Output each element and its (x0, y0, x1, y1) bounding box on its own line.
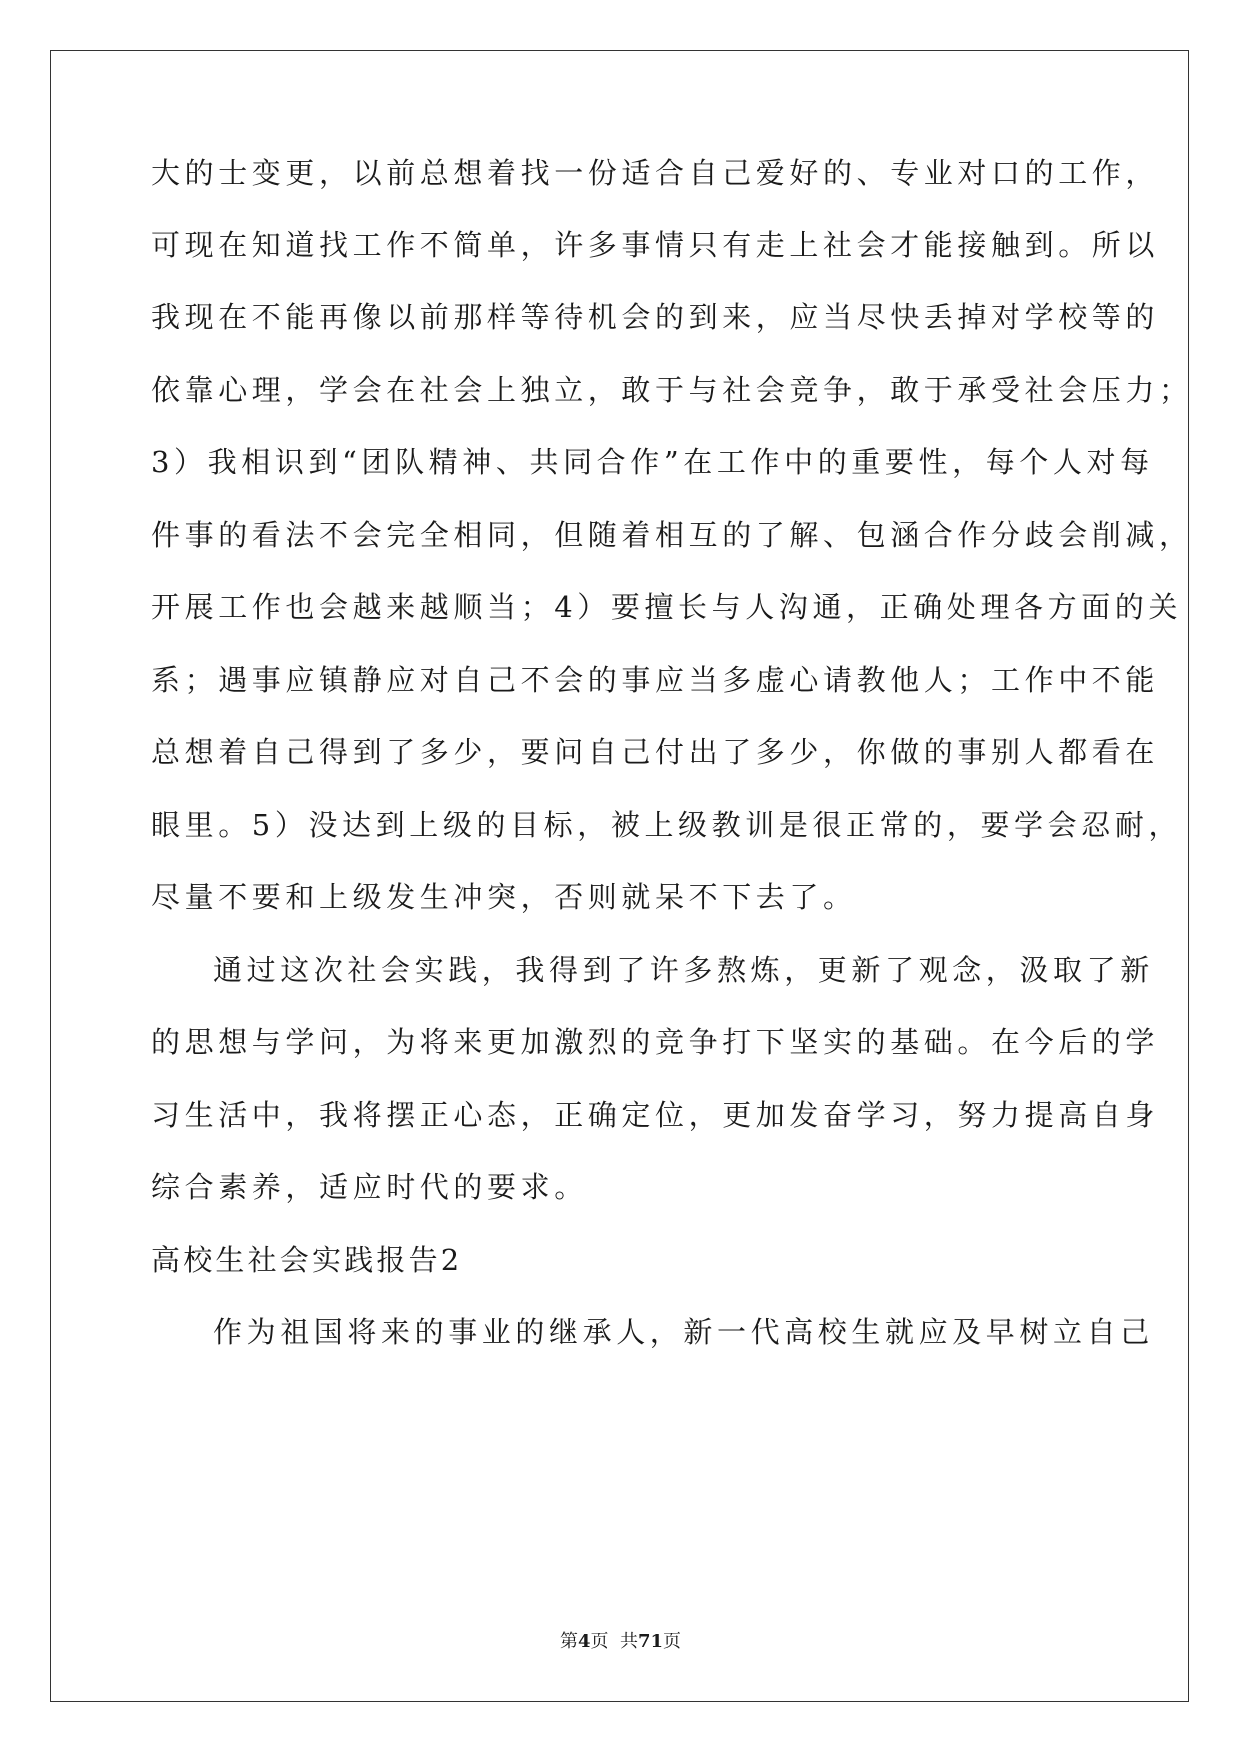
text-line: 作为祖国将来的事业的继承人，新一代高校生就应及早树立自己 (213, 1315, 1154, 1349)
text-line: 件事的看法不会完全相同，但随着相互的了解、包涵合作分歧会削减， (151, 518, 1193, 552)
text-line: 大的士变更，以前总想着找一份适合自己爱好的、专业对口的工作， (151, 156, 1160, 190)
text-line: 尽量不要和上级发生冲突，否则就呆不下去了。 (151, 880, 857, 914)
text-line: 习生活中，我将摆正心态，正确定位，更加发奋学习，努力提高自身 (151, 1098, 1160, 1132)
text-line: 总想着自己得到了多少，要问自己付出了多少，你做的事别人都看在 (151, 735, 1160, 769)
text-line: 可现在知道找工作不简单，许多事情只有走上社会才能接触到。所以 (151, 228, 1160, 262)
text-line: 3）我相识到“团队精神、共同合作”在工作中的重要性，每个人对每 (151, 445, 1154, 479)
section-heading: 高校生社会实践报告2 (151, 1243, 463, 1277)
text-line: 系；遇事应镇静应对自己不会的事应当多虚心请教他人；工作中不能 (151, 663, 1160, 697)
text-line: 我现在不能再像以前那样等待机会的到来，应当尽快丢掉对学校等的 (151, 300, 1160, 334)
total-page-count: 71 (637, 1631, 664, 1652)
text-line: 依靠心理，学会在社会上独立，敢于与社会竞争，敢于承受社会压力； (151, 373, 1193, 407)
text-line: 通过这次社会实践，我得到了许多熬炼，更新了观念，汲取了新 (213, 953, 1154, 987)
text-line: 的思想与学问，为将来更加激烈的竞争打下坚实的基础。在今后的学 (151, 1025, 1160, 1059)
footer-prefix: 第 (559, 1631, 578, 1652)
text-line: 眼里。5）没达到上级的目标，被上级教训是很正常的，要学会忍耐， (151, 808, 1183, 842)
footer-suffix: 页 (663, 1631, 682, 1652)
page-footer (0, 1630, 1241, 1654)
text-line: 综合素养，适应时代的要求。 (151, 1170, 588, 1204)
current-page-number: 4 (577, 1631, 591, 1652)
text-line: 开展工作也会越来越顺当；4）要擅长与人沟通，正确处理各方面的关 (151, 590, 1183, 624)
footer-mid: 页 共 (590, 1631, 638, 1652)
